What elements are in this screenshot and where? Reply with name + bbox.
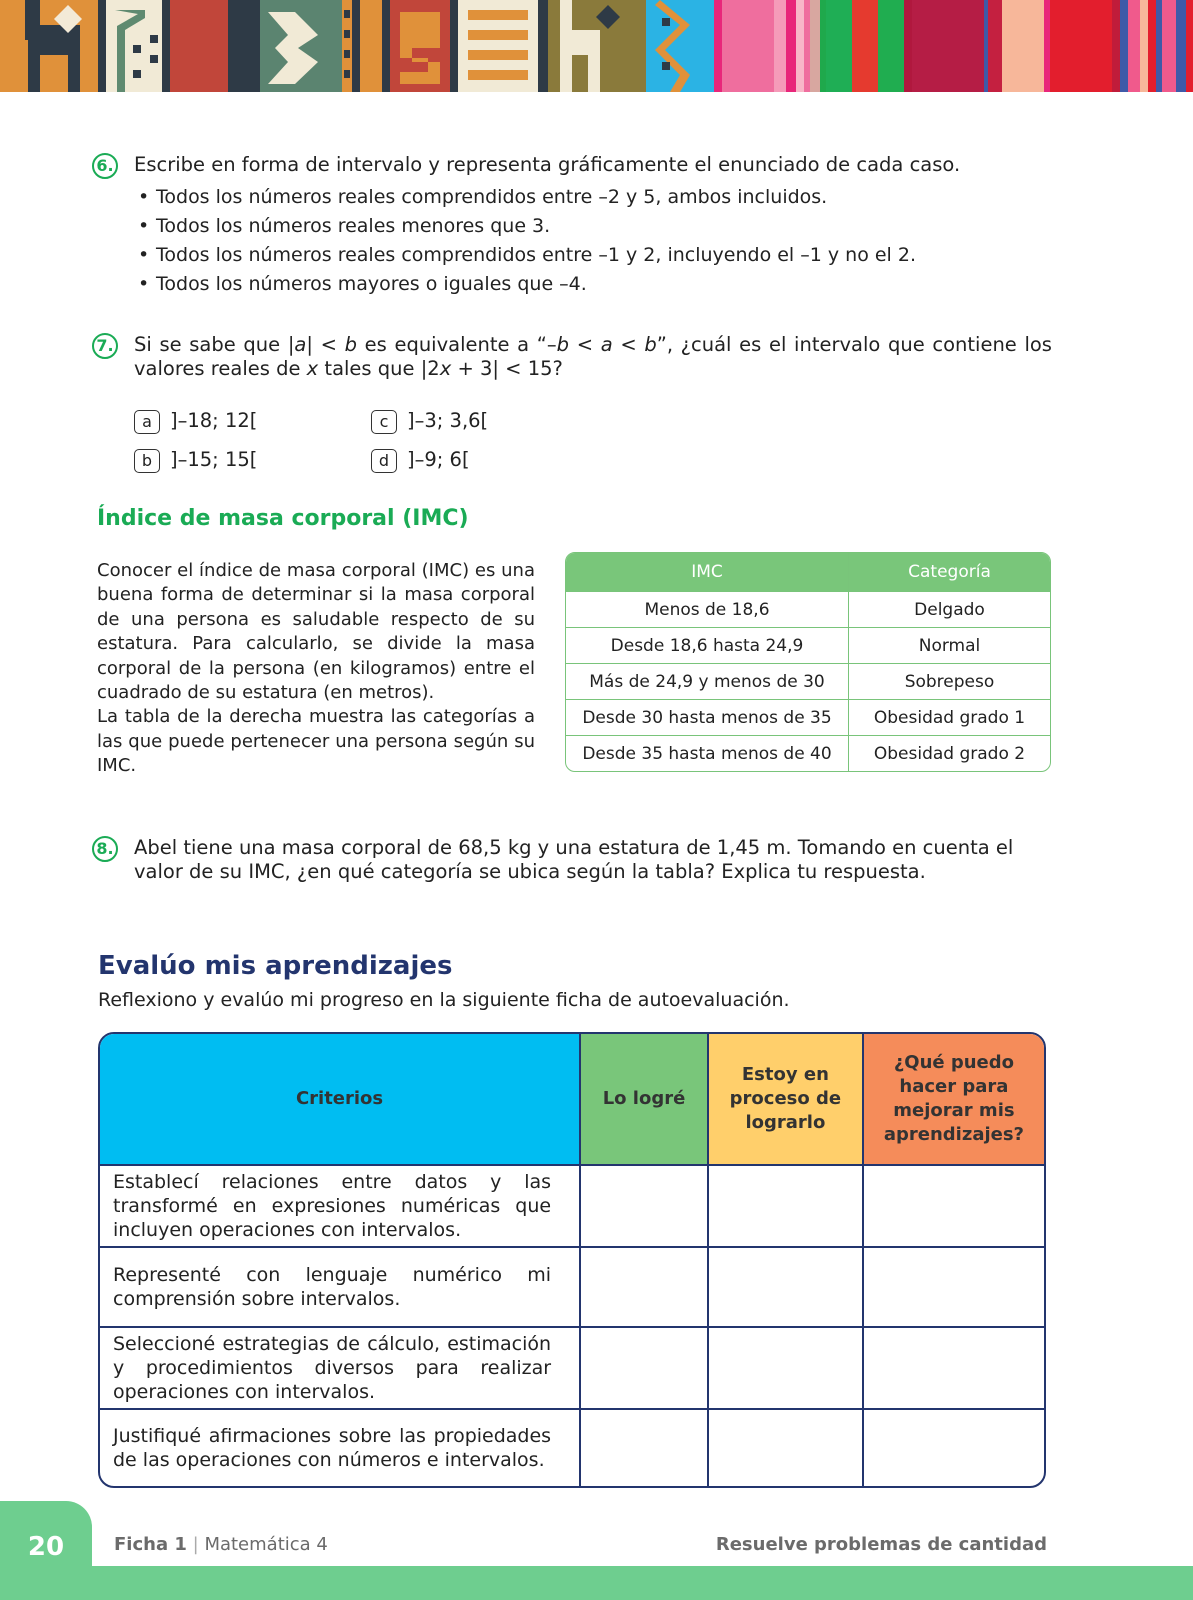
table-cell: Desde 18,6 hasta 24,9 [566, 627, 848, 663]
question-number: 7. [92, 333, 118, 359]
section-title-imc: Índice de masa corporal (IMC) [97, 506, 469, 531]
footer-bar [0, 1566, 1193, 1600]
en-proceso-cell[interactable] [707, 1246, 862, 1326]
table-cell: Delgado [848, 591, 1050, 627]
table-cell: Normal [848, 627, 1050, 663]
question-number: 8. [92, 836, 118, 862]
mejorar-cell[interactable] [862, 1326, 1044, 1408]
question-text: Si se sabe que |a| < b es equivalente a “–b < a < b”, ¿cuál es el intervalo que contiene los valores reales de x tales que |2x + 3| < 15? [134, 333, 1052, 380]
table-cell: Obesidad grado 2 [848, 735, 1050, 771]
lo-logre-cell[interactable] [579, 1408, 707, 1486]
question-number: 6. [92, 153, 118, 179]
en-proceso-cell[interactable] [707, 1164, 862, 1246]
criterio-cell: Establecí relaciones entre datos y las transformé en expresiones numéricas que incluyen operaciones con intervalos. [100, 1164, 579, 1246]
question-7 [92, 333, 1052, 381]
column-header: Categoría [848, 553, 1050, 591]
paragraph: Conocer el índice de masa corporal (IMC) es una buena forma de determinar si la masa corporal de una persona es saludable respecto de su estatura. Para calcularlo, se divide la masa corporal de la persona (en kilogramos) entre el cuadrado de su estatura (en metros). [97, 560, 535, 704]
option-c[interactable] [371, 409, 488, 434]
question-8 [92, 836, 1052, 884]
imc-description [97, 559, 535, 779]
imc-table [565, 552, 1051, 772]
section-subtitle: Reflexiono y evalúo mi progreso en la siguiente ficha de autoevaluación. [98, 989, 790, 1011]
option-value: ]–9; 6[ [407, 448, 470, 471]
table-row [100, 1246, 1044, 1326]
option-letter: c [371, 410, 397, 434]
table-row [100, 1326, 1044, 1408]
table-cell: Sobrepeso [848, 663, 1050, 699]
table-cell: Más de 24,9 y menos de 30 [566, 663, 848, 699]
textile-pattern-banner [0, 0, 1193, 92]
mejorar-cell[interactable] [862, 1408, 1044, 1486]
list-item: • Todos los números mayores o iguales que –4. [134, 270, 1052, 299]
footer-competency: Resuelve problemas de cantidad [715, 1534, 1047, 1555]
question-text: Abel tiene una masa corporal de 68,5 kg y una estatura de 1,45 m. Tomando en cuenta el valor de su IMC, ¿en qué categoría se ubica según la tabla? Explica tu respuesta. [134, 836, 1014, 883]
column-header-lo-logre: Lo logré [579, 1034, 707, 1164]
table-cell: Obesidad grado 1 [848, 699, 1050, 735]
criterio-cell: Justifiqué afirmaciones sobre las propiedades de las operaciones con números e intervalos. [100, 1408, 579, 1486]
table-cell: Desde 30 hasta menos de 35 [566, 699, 848, 735]
paragraph: La tabla de la derecha muestra las categorías a las que puede pertenecer una persona según su IMC. [97, 706, 535, 777]
lo-logre-cell[interactable] [579, 1326, 707, 1408]
lo-logre-cell[interactable] [579, 1164, 707, 1246]
criterio-cell: Seleccioné estrategias de cálculo, estimación y procedimientos diversos para realizar operaciones con intervalos. [100, 1326, 579, 1408]
en-proceso-cell[interactable] [707, 1326, 862, 1408]
table-row [566, 663, 1050, 699]
option-b[interactable] [134, 448, 257, 473]
table-row [100, 1408, 1044, 1486]
mejorar-cell[interactable] [862, 1164, 1044, 1246]
table-cell: Desde 35 hasta menos de 40 [566, 735, 848, 771]
option-value: ]–18; 12[ [170, 409, 258, 432]
mejorar-cell[interactable] [862, 1246, 1044, 1326]
lo-logre-cell[interactable] [579, 1246, 707, 1326]
option-letter: a [134, 410, 160, 434]
option-d[interactable] [371, 448, 470, 473]
column-header-en-proceso: Estoy en proceso de lograrlo [707, 1034, 862, 1164]
list-item: • Todos los números reales comprendidos entre –2 y 5, ambos incluidos. [134, 183, 1052, 212]
option-letter: d [371, 449, 397, 473]
self-evaluation-table [98, 1032, 1046, 1488]
bullet-list [134, 183, 1052, 299]
en-proceso-cell[interactable] [707, 1408, 862, 1486]
question-6 [92, 153, 1052, 299]
column-header-criterios: Criterios [100, 1034, 579, 1164]
list-item: • Todos los números reales menores que 3. [134, 212, 1052, 241]
table-row [566, 699, 1050, 735]
question-text: Escribe en forma de intervalo y representa gráficamente el enunciado de cada caso. [134, 153, 961, 176]
section-title-eval: Evalúo mis aprendizajes [98, 951, 453, 981]
option-a[interactable] [134, 409, 257, 434]
page-number: 20 [0, 1501, 92, 1600]
option-value: ]–15; 15[ [170, 448, 258, 471]
column-header-mejorar: ¿Qué puedo hacer para mejorar mis aprendizajes? [862, 1034, 1044, 1164]
table-row [566, 735, 1050, 771]
option-letter: b [134, 449, 160, 473]
table-row [100, 1164, 1044, 1246]
table-row [566, 591, 1050, 627]
option-value: ]–3; 3,6[ [407, 409, 489, 432]
footer-ficha: Ficha 1 | Matemática 4 [114, 1534, 328, 1555]
table-row [566, 627, 1050, 663]
criterio-cell: Representé con lenguaje numérico mi comprensión sobre intervalos. [100, 1246, 579, 1326]
column-header: IMC [566, 553, 848, 591]
table-cell: Menos de 18,6 [566, 591, 848, 627]
list-item: • Todos los números reales comprendidos entre –1 y 2, incluyendo el –1 y no el 2. [134, 241, 1052, 270]
